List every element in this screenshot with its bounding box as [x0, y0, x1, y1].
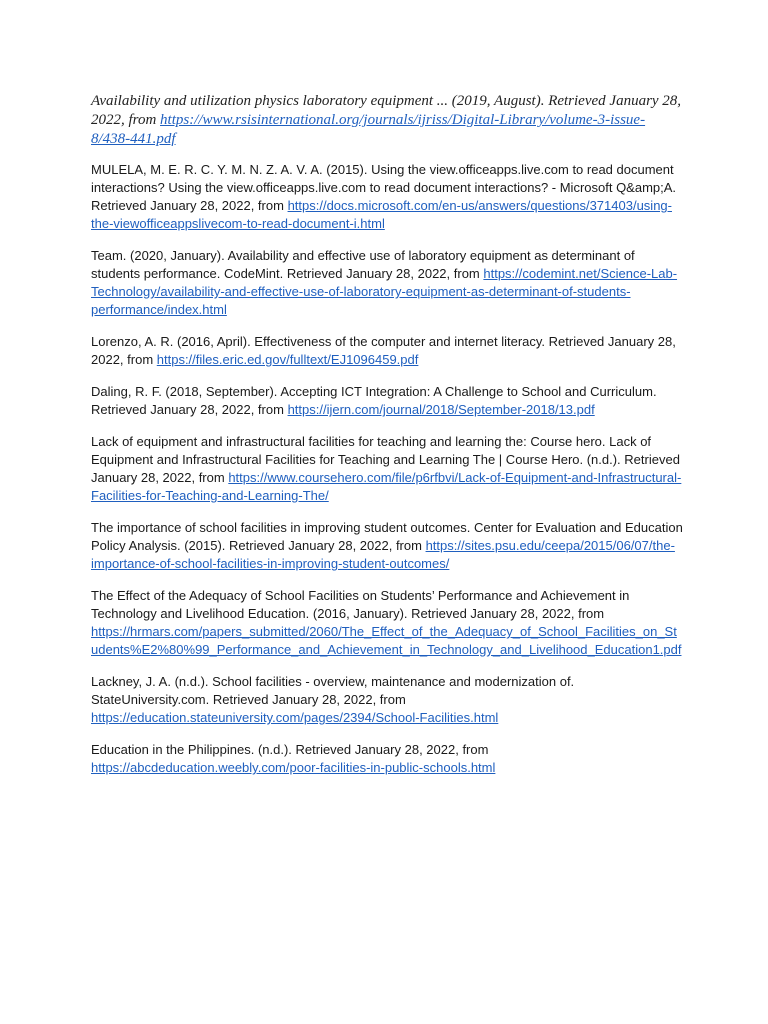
reference-link[interactable]: https://docs.microsoft.com/en-us/answers/questions/371403/using-the-viewofficeappslivecom-to-read-document-i.html	[91, 198, 672, 231]
reference-entry	[91, 587, 683, 659]
reference-link[interactable]: https://ijern.com/journal/2018/September-2018/13.pdf	[287, 402, 595, 417]
reference-entry	[91, 383, 683, 419]
reference-text: The Effect of the Adequacy of School Facilities on Students’ Performance and Achievement in Technology and Livelihood Education. (2016, January). Retrieved January 28, 2022, from	[91, 588, 630, 621]
reference-text: Lack of equipment and infrastructural facilities for teaching and learning the: Course hero. Lack of Equipment and Infrastructural Facilities for Teaching and Learning The | Course Hero. (n.d.). Retrieved January 28, 2022, from	[91, 434, 680, 485]
reference-text: Team. (2020, January). Availability and effective use of laboratory equipment as determinant of students performance. CodeMint. Retrieved January 28, 2022, from	[91, 248, 635, 281]
reference-entry	[91, 333, 683, 369]
reference-text: MULELA, M. E. R. C. Y. M. N. Z. A. V. A. (2015). Using the view.officeapps.live.com to read document interactions? Using the view.officeapps.live.com to read document interactions? - Microsoft Q&amp;A. Retrieved January 28, 2022, from	[91, 162, 677, 213]
reference-link[interactable]: https://sites.psu.edu/ceepa/2015/06/07/the-importance-of-school-facilities-in-improving-student-outcomes/	[91, 538, 675, 571]
reference-link[interactable]: https://codemint.net/Science-Lab-Technology/availability-and-effective-use-of-laboratory-equipment-as-determinant-of-students-performance/index.html	[91, 266, 678, 317]
reference-list	[91, 92, 683, 791]
reference-entry	[91, 92, 683, 149]
reference-entry	[91, 673, 683, 727]
reference-entry	[91, 433, 683, 505]
reference-link[interactable]: https://education.stateuniversity.com/pages/2394/School-Facilities.html	[91, 710, 499, 725]
reference-text: Availability and utilization physics laboratory equipment ... (2019, August). Retrieved January 28, 2022, from	[91, 93, 682, 128]
reference-entry	[91, 741, 683, 777]
reference-text: Education in the Philippines. (n.d.). Retrieved January 28, 2022, from	[91, 742, 489, 757]
reference-text: Lorenzo, A. R. (2016, April). Effectiveness of the computer and internet literacy. Retrieved January 28, 2022, from	[91, 334, 676, 367]
reference-text: The importance of school facilities in improving student outcomes. Center for Evaluation and Education Policy Analysis. (2015). Retrieved January 28, 2022, from	[91, 520, 683, 553]
reference-link[interactable]: https://abcdeducation.weebly.com/poor-facilities-in-public-schools.html	[91, 760, 496, 775]
reference-entry	[91, 519, 683, 573]
reference-link[interactable]: https://files.eric.ed.gov/fulltext/EJ1096459.pdf	[156, 352, 419, 367]
reference-link[interactable]: https://www.coursehero.com/file/p6rfbvi/Lack-of-Equipment-and-Infrastructural-Facilities-for-Teaching-and-Learning-The/	[91, 470, 682, 503]
reference-entry	[91, 247, 683, 319]
reference-link[interactable]: https://www.rsisinternational.org/journals/ijriss/Digital-Library/volume-3-issue-8/438-441.pdf	[91, 112, 646, 147]
reference-text: Lackney, J. A. (n.d.). School facilities - overview, maintenance and modernization of. StateUniversity.com. Retrieved January 28, 2022, from	[91, 674, 575, 707]
reference-link[interactable]: https://hrmars.com/papers_submitted/2060/The_Effect_of_the_Adequacy_of_School_Facilities_on_Students%E2%80%99_Performance_and_Achievement_in_Technology_and_Livelihood_Education1.pdf	[91, 624, 682, 657]
reference-text: Daling, R. F. (2018, September). Accepting ICT Integration: A Challenge to School and Curriculum. Retrieved January 28, 2022, from	[91, 384, 657, 417]
reference-entry	[91, 161, 683, 233]
